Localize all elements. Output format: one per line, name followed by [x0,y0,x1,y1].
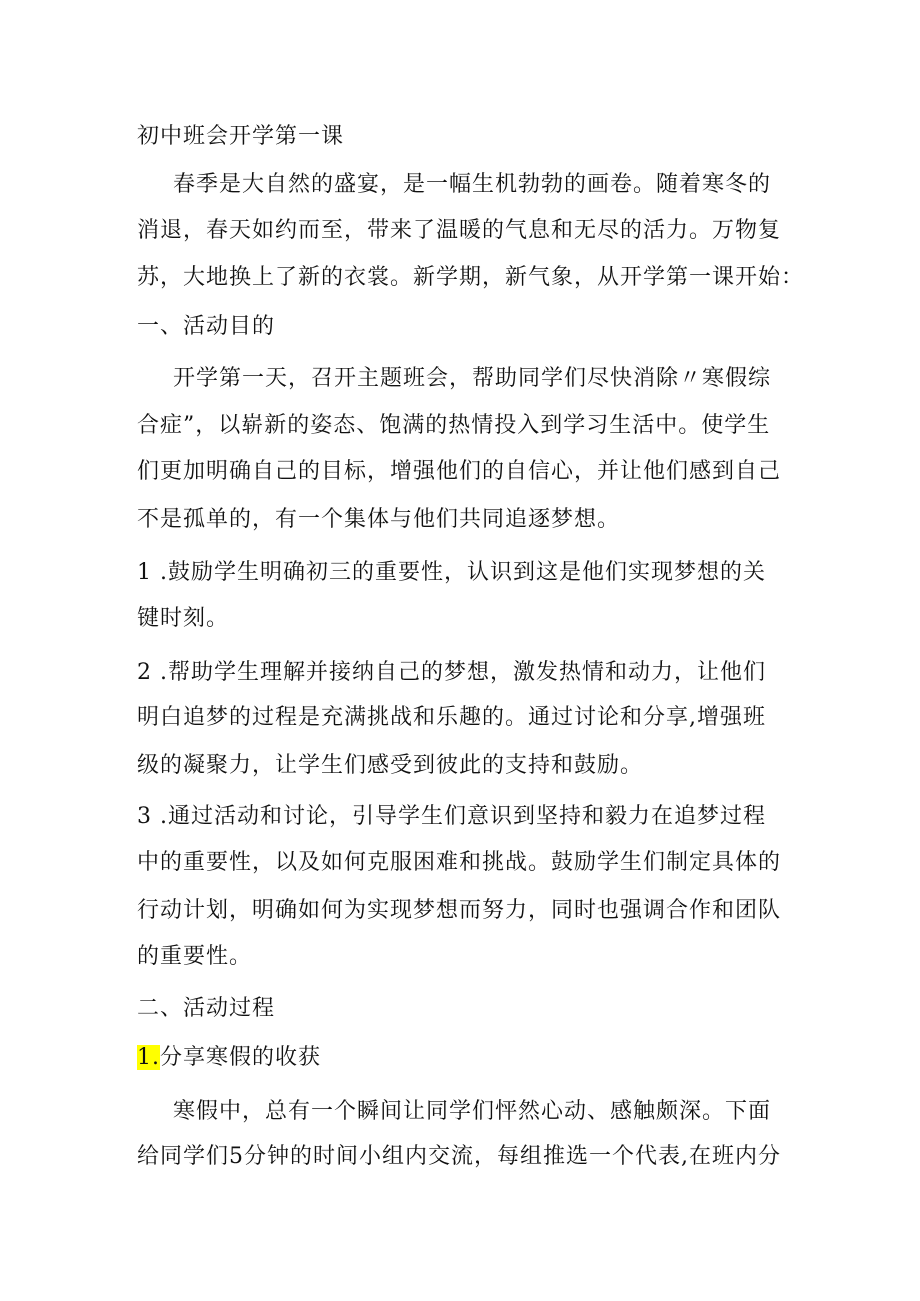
section-heading-process: 二、活动过程 [137,996,276,1021]
list-item-2-line: 明白追梦的过程是充满挑战和乐趣的。通过讨论和分享,增强班 [137,705,766,730]
intro-line: 苏，大地换上了新的衣裳。新学期，新气象，从开学第一课开始： [137,265,805,290]
purpose-paragraph-line: 合症”，以崭新的姿态、饱满的热情投入到学习生活中。使学生 [137,413,771,438]
process-paragraph-line: 给同学们5分钟的时间小组内交流，每组推选一个代表,在班内分 [137,1144,781,1169]
intro-line: 春季是大自然的盛宴，是一幅生机勃勃的画卷。随着寒冬的 [173,172,772,197]
purpose-paragraph-line: 们更加明确自己的目标，增强他们的自信心，并让他们感到自己 [137,459,782,484]
list-item-3-line: 3 .通过活动和讨论，引导学生们意识到坚持和毅力在追梦过程 [137,804,766,829]
subheading-text: 分享寒假的收获 [160,1045,322,1070]
list-item-3-line: 行动计划，明确如何为实现梦想而努力，同时也强调合作和团队 [137,898,782,923]
list-item-3-line: 中的重要性，以及如何克服困难和挑战。鼓励学生们制定具体的 [137,850,782,875]
list-item-2-line: 级的凝聚力，让学生们感受到彼此的支持和鼓励。 [137,753,644,778]
list-item-3-line: 的重要性。 [137,944,253,969]
process-paragraph-line: 寒假中，总有一个瞬间让同学们怦然心动、感触颇深。下面 [173,1099,772,1124]
list-item-2-line: 2 .帮助学生理解并接纳自己的梦想，激发热情和动力，让他们 [137,660,766,685]
list-item-1-line: 1 .鼓励学生明确初三的重要性，认识到这是他们实现梦想的关 [137,560,766,585]
list-item-1-line: 键时刻。 [137,606,230,631]
document-title: 初中班会开学第一课 [137,124,345,149]
purpose-paragraph-line: 不是孤单的，有一个集体与他们共同追逐梦想。 [137,507,621,532]
section-heading-purpose: 一、活动目的 [137,314,276,339]
subheading-number-highlight: 1. [137,1045,160,1070]
subheading-share-harvest [137,1043,321,1073]
purpose-paragraph-line: 开学第一天，召开主题班会，帮助同学们尽快消除〃寒假综 [173,366,772,391]
intro-line: 消退，春天如约而至，带来了温暖的气息和无尽的活力。万物复 [137,218,782,243]
